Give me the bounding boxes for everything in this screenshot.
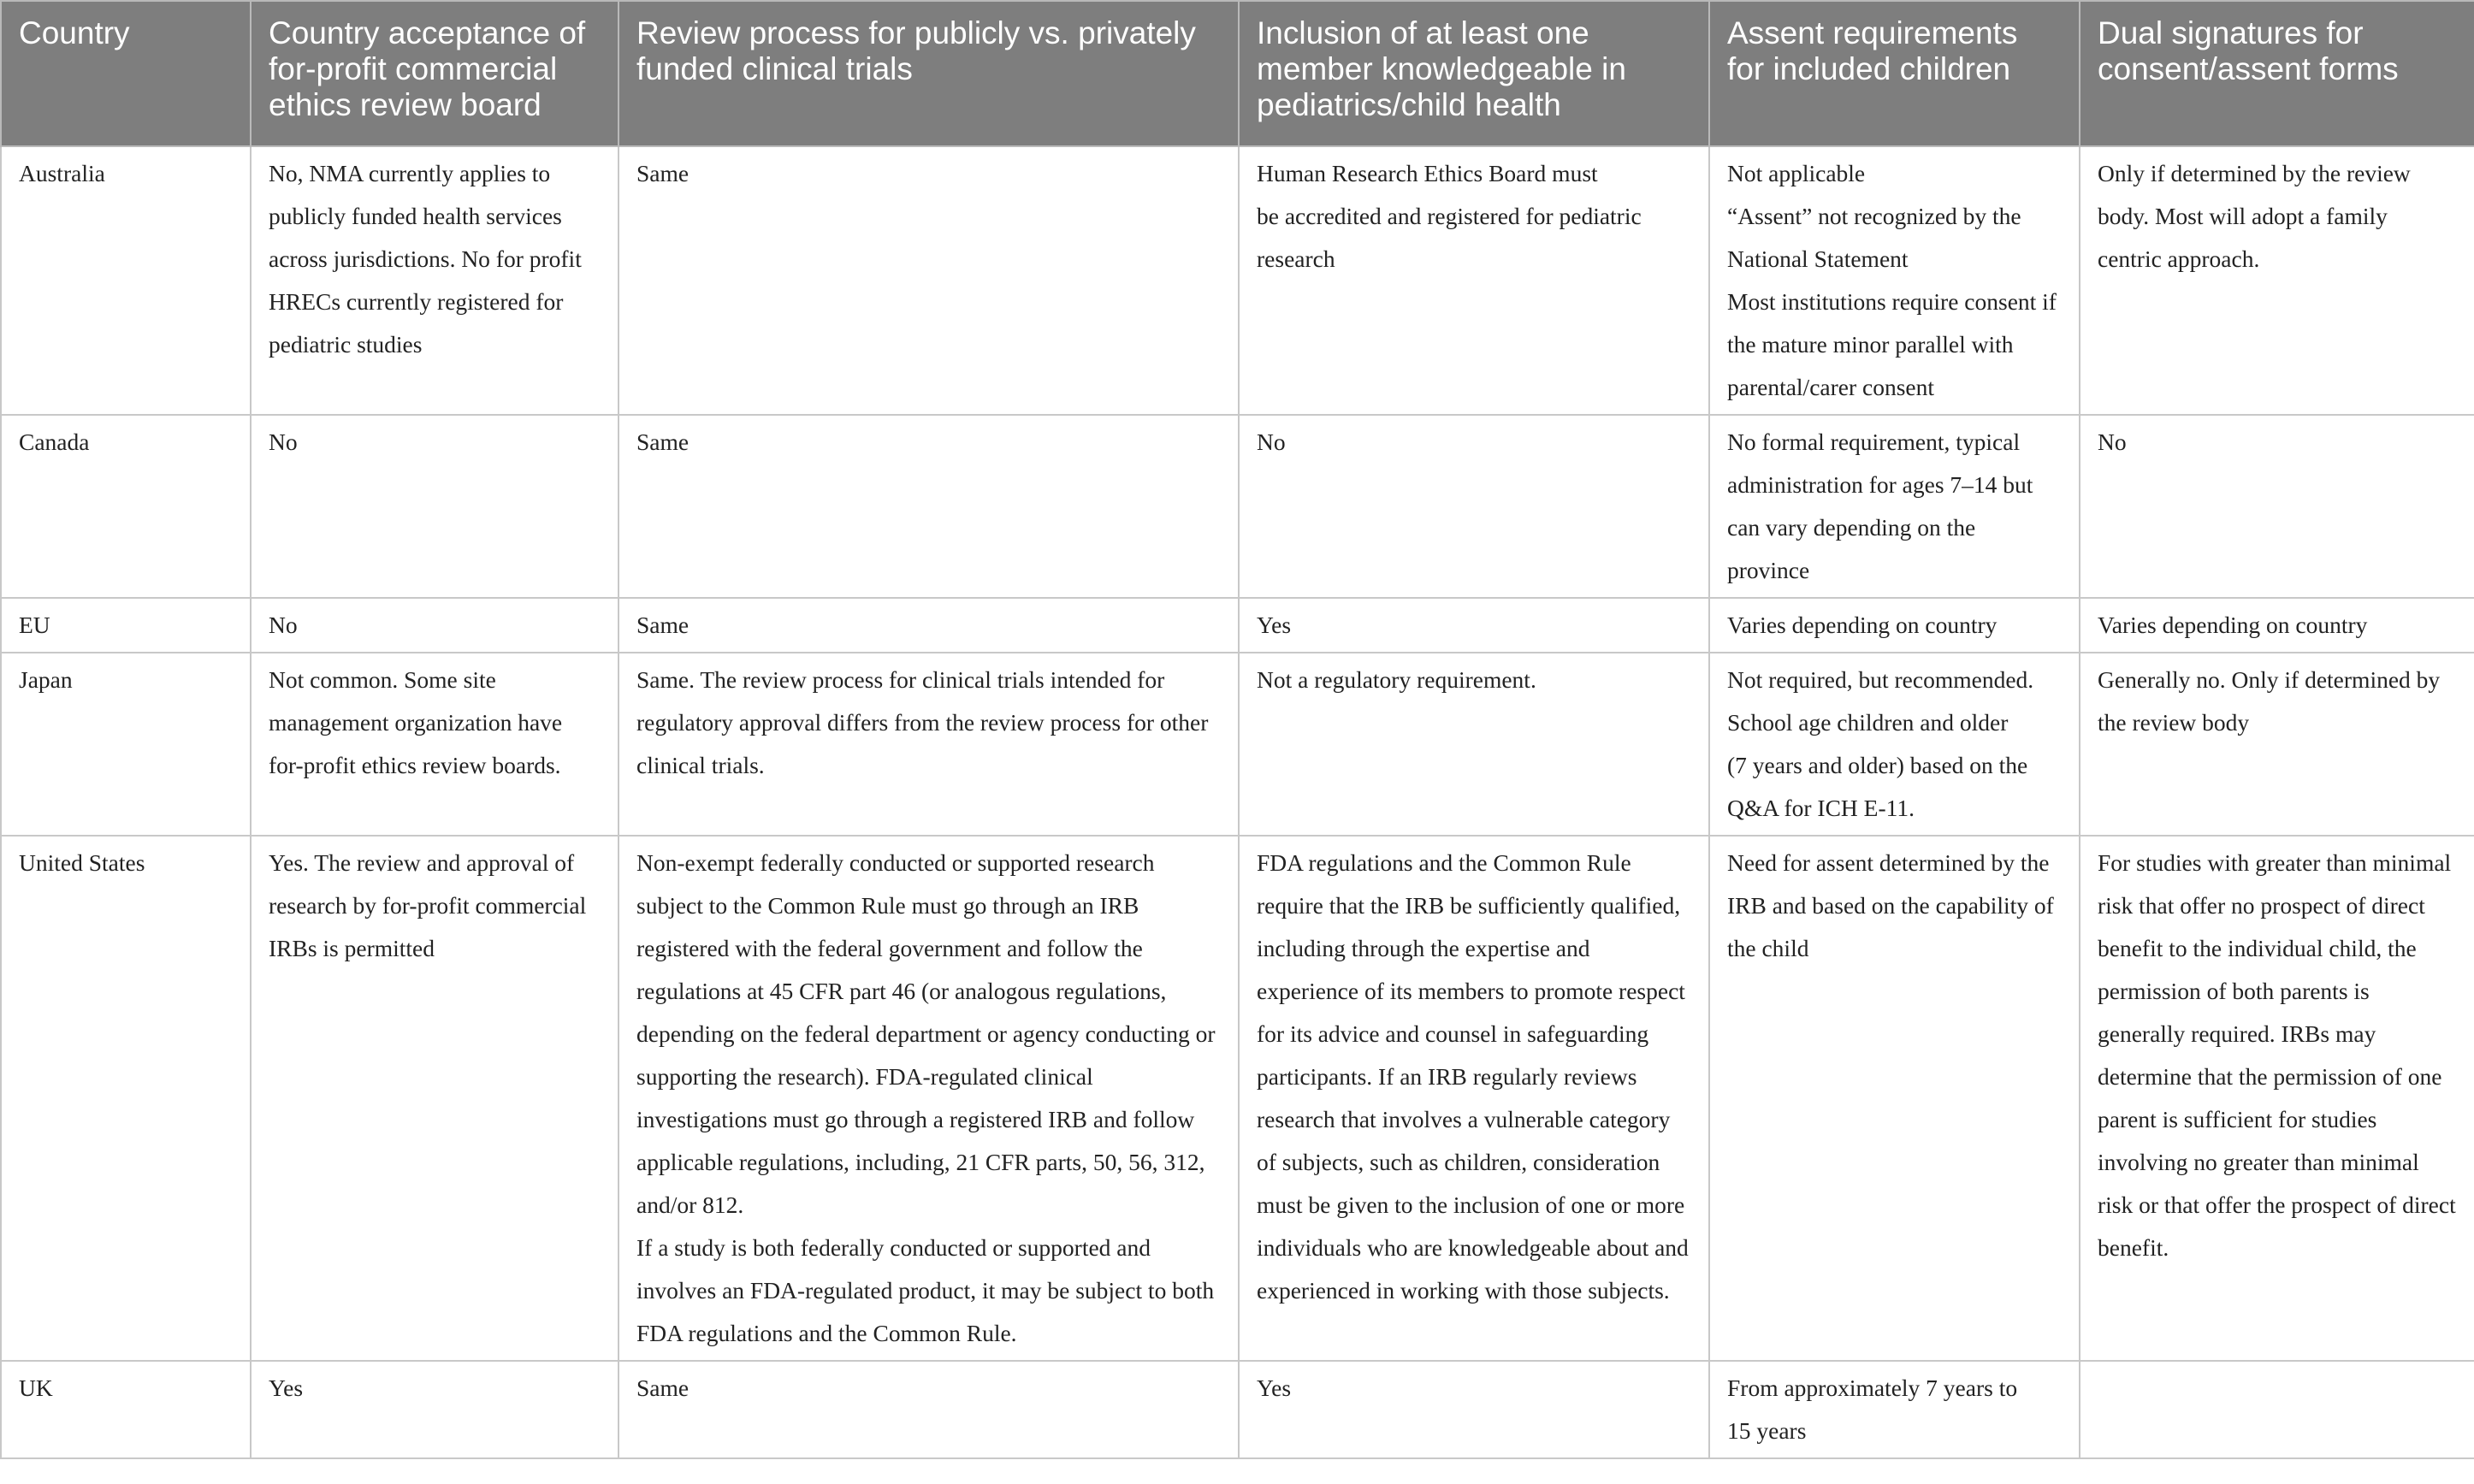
cell-assent (1709, 1361, 2080, 1458)
cell-text: For studies with greater than minimal risk that offer no prospect of direct benefit to the individual child, the permission of both parents is generally required. IRBs may determine that the permission of one parent is sufficient for studies involving no greater than minimal risk or that offer the prospect of direct benefit. (2098, 849, 2456, 1261)
cell-assent (1709, 598, 2080, 653)
table-body (1, 146, 2474, 1458)
cell-text: Need for assent determined by the IRB and based on the capability of the child (1727, 849, 2054, 961)
header-row (1, 1, 2474, 146)
cell-text: No (2098, 429, 2127, 455)
table-header (1, 1, 2474, 146)
cell-country (1, 415, 251, 598)
cell-country (1, 598, 251, 653)
cell-text: No (269, 429, 298, 455)
cell-text: Generally no. Only if determined by the review body (2098, 666, 2441, 736)
cell-text: Same (636, 612, 690, 638)
header-review-process: Review process for publicly vs. privately funded clinical trials (618, 1, 1239, 146)
cell-text: UK (19, 1375, 53, 1401)
cell-review-process (618, 653, 1239, 836)
cell-text: No formal requirement, typical administration for ages 7–14 but can vary depending on the province (1727, 429, 2033, 583)
cell-text: Yes (269, 1375, 304, 1401)
cell-text: No (269, 612, 298, 638)
cell-dual-signatures (2080, 653, 2474, 836)
table-row-uk (1, 1361, 2474, 1458)
cell-review-process (618, 1361, 1239, 1458)
cell-pediatric-member (1239, 836, 1709, 1361)
cell-country (1, 836, 251, 1361)
header-dual-signatures: Dual signatures for consent/assent forms (2080, 1, 2474, 146)
cell-text: From approximately 7 years to 15 years (1727, 1375, 2018, 1444)
cell-pediatric-member (1239, 415, 1709, 598)
cell-for-profit (251, 653, 618, 836)
cell-text: Yes. The review and approval of research by for-profit commercial IRBs is permitted (269, 849, 587, 961)
cell-text: Australia (19, 160, 105, 186)
table-row-australia (1, 146, 2474, 415)
cell-text: Non-exempt federally conducted or supported research subject to the Common Rule must go through an IRB registered with the federal government and follow the regulations at 45 CFR part 46 (or analogous regulations, depending on the federal department or agency conducting or supporting the research). FDA-regulated clinical investigations must go through a registered IRB and follow applicable regulations, including, 21 CFR parts, 50, 56, 312, and/or 812. If a study is both federally conducted or supported and involves an FDA-regulated product, it may be subject to both FDA regulations and the Common Rule. (636, 849, 1216, 1346)
table-row-canada (1, 415, 2474, 598)
cell-text: Not required, but recommended. School age children and older (7 years and older) based on the Q&A for ICH E-11. (1727, 666, 2034, 821)
cell-dual-signatures (2080, 836, 2474, 1361)
cell-text: Varies depending on country (1727, 612, 1998, 638)
cell-assent (1709, 415, 2080, 598)
cell-text: Same (636, 1375, 690, 1401)
cell-for-profit (251, 1361, 618, 1458)
header-for-profit-acceptance: Country acceptance of for-profit commercial ethics review board (251, 1, 618, 146)
cell-dual-signatures (2080, 146, 2474, 415)
cell-text: Varies depending on country (2098, 612, 2368, 638)
header-country: Country (1, 1, 251, 146)
cell-text: Yes (1257, 612, 1292, 638)
cell-for-profit (251, 415, 618, 598)
cell-text: Yes (1257, 1375, 1292, 1401)
cell-pediatric-member (1239, 1361, 1709, 1458)
cell-text: Same (636, 160, 690, 186)
cell-dual-signatures (2080, 598, 2474, 653)
cell-text: No, NMA currently applies to publicly funded health services across jurisdictions. No for profit HRECs currently registered for pediatric studies (269, 160, 582, 358)
cell-text: Japan (19, 666, 73, 693)
cell-assent (1709, 653, 2080, 836)
cell-text: Same (636, 429, 690, 455)
header-pediatric-member: Inclusion of at least one member knowledgeable in pediatrics/child health (1239, 1, 1709, 146)
cell-for-profit (251, 598, 618, 653)
cell-assent (1709, 836, 2080, 1361)
cell-for-profit (251, 146, 618, 415)
cell-text: No (1257, 429, 1286, 455)
cell-text: Not applicable “Assent” not recognized by the National Statement Most institutions require consent if the mature minor parallel with parental/carer consent (1727, 160, 2057, 400)
cell-country (1, 146, 251, 415)
cell-dual-signatures (2080, 415, 2474, 598)
table-row-eu (1, 598, 2474, 653)
cell-pediatric-member (1239, 598, 1709, 653)
cell-country (1, 653, 251, 836)
cell-text: Only if determined by the review body. Most will adopt a family centric approach. (2098, 160, 2411, 272)
cell-text: Not common. Some site management organization have for-profit ethics review boards. (269, 666, 563, 778)
table-row-japan (1, 653, 2474, 836)
cell-pediatric-member (1239, 653, 1709, 836)
cell-review-process (618, 415, 1239, 598)
cell-text: Human Research Ethics Board must be accredited and registered for pediatric research (1257, 160, 1642, 272)
cell-review-process (618, 146, 1239, 415)
cell-review-process (618, 598, 1239, 653)
cell-text: United States (19, 849, 145, 876)
header-assent-requirements: Assent requirements for included children (1709, 1, 2080, 146)
table-row-united-states (1, 836, 2474, 1361)
cell-for-profit (251, 836, 618, 1361)
cell-pediatric-member (1239, 146, 1709, 415)
cell-assent (1709, 146, 2080, 415)
cell-text: Same. The review process for clinical trials intended for regulatory approval differs from the review process for other clinical trials. (636, 666, 1209, 778)
cell-review-process (618, 836, 1239, 1361)
cell-country (1, 1361, 251, 1458)
cell-dual-signatures (2080, 1361, 2474, 1458)
cell-text: FDA regulations and the Common Rule require that the IRB be sufficiently qualified, including through the expertise and experience of its members to promote respect for its advice and counsel in safeguarding participants. If an IRB regularly reviews research that involves a vulnerable category of subjects, such as children, consideration must be given to the inclusion of one or more individuals who are knowledgeable about and experienced in working with those subjects. (1257, 849, 1689, 1304)
cell-text: Not a regulatory requirement. (1257, 666, 1536, 693)
cell-text: Canada (19, 429, 90, 455)
cell-text: EU (19, 612, 50, 638)
